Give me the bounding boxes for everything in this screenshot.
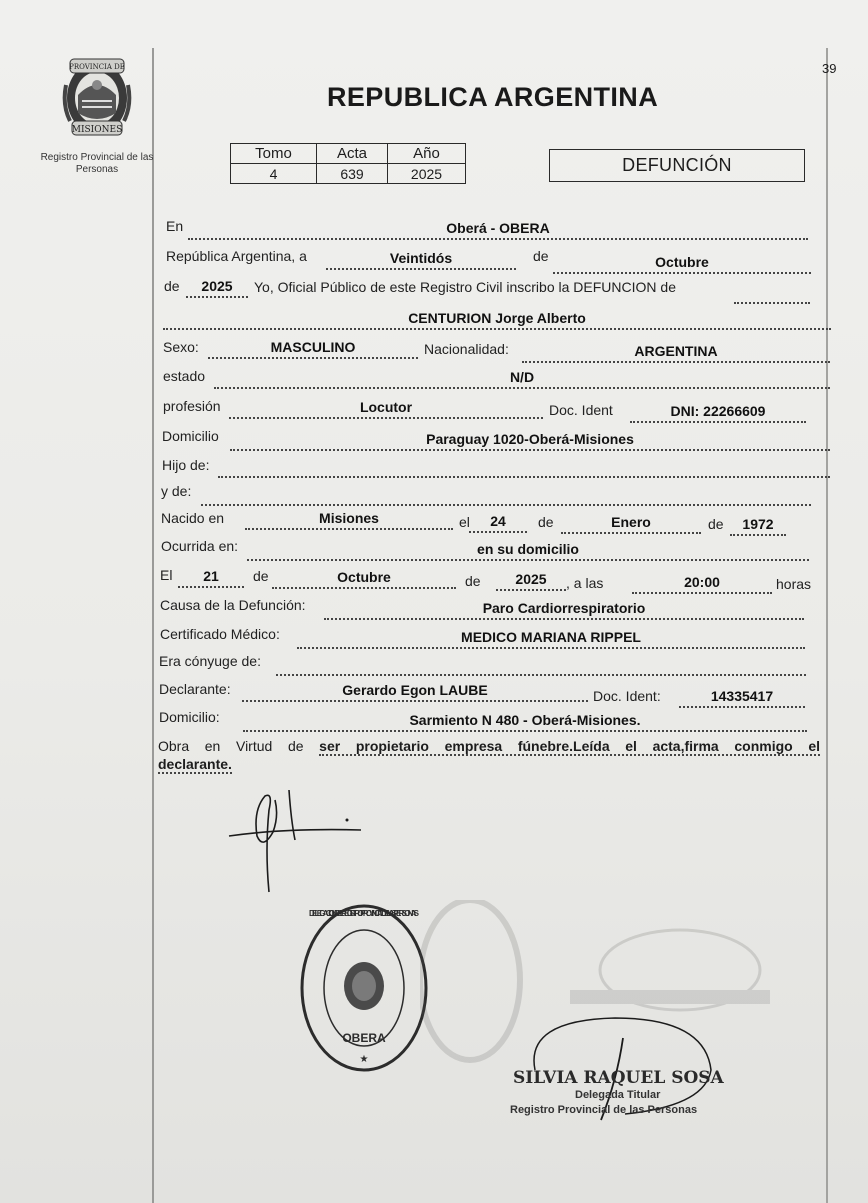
label-el-1: el (459, 514, 470, 530)
acta-reference-table (230, 143, 466, 184)
field-declarante (242, 684, 588, 702)
tomo-value: 4 (231, 164, 317, 184)
field-nac-dia (469, 515, 527, 533)
value-obra-text-2: declarante. (158, 756, 232, 772)
obra-en-virtud-line-2 (158, 756, 232, 772)
value-nac-anio: 1972 (742, 516, 774, 532)
value-mes: Octubre (655, 254, 709, 270)
label-sexo: Sexo: (163, 339, 199, 355)
value-declarante-doc: 14335417 (710, 688, 774, 704)
label-causa: Causa de la Defunción: (160, 597, 306, 613)
value-declarante: Gerardo Egon LAUBE (342, 682, 488, 698)
label-de-1: de (533, 248, 549, 264)
field-nacionalidad (522, 345, 830, 363)
label-de-4: de (708, 516, 724, 532)
label-declarante: Declarante: (159, 681, 231, 697)
field-certificado (297, 631, 805, 649)
document-type-box: DEFUNCIÓN (549, 149, 805, 182)
label-de-2: de (164, 278, 180, 294)
value-nac-dia: 24 (490, 513, 506, 529)
signatory-org: Registro Provincial de las Personas (510, 1104, 698, 1116)
value-causa: Paro Cardiorrespiratorio (482, 600, 646, 616)
label-nacionalidad: Nacionalidad: (424, 341, 509, 357)
field-nac-anio (730, 518, 786, 536)
label-nacido-en: Nacido en (161, 510, 225, 526)
anio-value: 2025 (388, 164, 466, 184)
label-de-3: de (538, 514, 554, 530)
value-dia: Veintidós (389, 250, 453, 266)
delegation-stamp (296, 900, 432, 1076)
label-hijo-de: Hijo de: (162, 457, 210, 473)
label-certificado: Certificado Médico: (160, 626, 280, 642)
label-a-las: , a las (566, 575, 604, 591)
field-def-anio (496, 573, 566, 591)
field-causa (324, 602, 804, 620)
value-declarante-domicilio: Sarmiento N 480 - Oberá-Misiones. (409, 712, 641, 728)
value-nacido-en: Misiones (319, 510, 379, 526)
value-domicilio: Paraguay 1020-Oberá-Misiones (426, 431, 634, 447)
signatory-role: Delegada Titular (575, 1089, 661, 1101)
value-certificado: MEDICO MARIANA RIPPEL (461, 629, 641, 645)
value-profesion: Locutor (359, 399, 413, 415)
value-def-anio: 2025 (515, 571, 547, 587)
acta-value-row (231, 164, 466, 184)
label-inscribo: Yo, Oficial Público de este Registro Civil inscribo la DEFUNCION de (254, 279, 676, 295)
value-lugar: Oberá - OBERA (446, 220, 550, 236)
field-nombre (163, 312, 831, 330)
value-hora: 20:00 (684, 574, 720, 590)
label-obra-en-virtud: Obra en Virtud de (158, 738, 304, 754)
obra-en-virtud-line (158, 738, 820, 754)
value-anio: 2025 (201, 278, 233, 294)
acta-header-row (231, 144, 466, 164)
label-de-5: de (253, 568, 269, 584)
field-anio (186, 280, 248, 298)
field-conyuge (276, 658, 806, 676)
label-estado: estado (163, 368, 206, 384)
field-hora (632, 576, 772, 594)
label-domicilio: Domicilio (162, 428, 219, 444)
tomo-header: Tomo (231, 144, 317, 164)
label-en: En (166, 218, 184, 234)
label-conyuge: Era cónyuge de: (159, 653, 261, 669)
value-nac-mes: Enero (611, 514, 651, 530)
province-coat-of-arms-logo (58, 55, 136, 141)
label-doc-ident: Doc. Ident (549, 402, 613, 418)
label-ocurrida-en: Ocurrida en: (161, 538, 239, 554)
value-doc-ident: DNI: 22266609 (670, 403, 766, 419)
label-republica: República Argentina, a (166, 248, 307, 264)
value-def-mes: Octubre (337, 569, 391, 585)
field-estado (214, 371, 830, 389)
page-title: REPUBLICA ARGENTINA (327, 82, 659, 112)
label-de-6: de (465, 573, 481, 589)
field-doc-ident (630, 405, 806, 423)
svg-text:★: ★ (359, 1054, 369, 1065)
logo-text-top: PROVINCIA DE (69, 63, 125, 71)
value-ocurrida-en: en su domicilio (477, 541, 579, 557)
page-number: 39 (822, 61, 837, 76)
field-inscribo-trail (734, 286, 810, 304)
stamp-bottom-text: OBERA (342, 1031, 386, 1045)
field-declarante-doc (679, 690, 805, 708)
acta-header: Acta (317, 144, 388, 164)
field-declarante-domicilio (243, 714, 807, 732)
label-domicilio-declarante: Domicilio: (159, 709, 220, 725)
field-ocurrida-en (247, 543, 809, 561)
left-margin-line (152, 48, 154, 1203)
field-profesion (229, 401, 543, 419)
field-nac-mes (561, 516, 701, 534)
acta-value: 639 (317, 164, 388, 184)
value-estado: N/D (509, 369, 535, 385)
label-doc-ident-declarante: Doc. Ident: (593, 688, 661, 704)
field-domicilio (230, 433, 830, 451)
field-y-de (201, 488, 811, 506)
field-sexo (208, 341, 418, 359)
declarant-signature (225, 770, 365, 900)
registry-caption: Registro Provincial de las Personas (40, 152, 154, 175)
label-horas: horas (776, 576, 812, 592)
label-y-de: y de: (161, 483, 192, 499)
label-el-2: El (160, 567, 173, 583)
value-nombre: CENTURION Jorge Alberto (408, 310, 586, 326)
value-obra-text-1: ser propietario empresa fúnebre.Leída el acta,firma conmigo el (319, 738, 821, 754)
value-def-dia: 21 (203, 568, 219, 584)
field-nacido-en (245, 512, 453, 530)
stamp-top-text: DELEGACION DEL REGISTRO PROVINCIAL DE LAS PERSONAS (309, 909, 419, 918)
logo-text-bottom: MISIONES (71, 125, 123, 135)
anio-header: Año (388, 144, 466, 164)
field-mes (553, 256, 811, 274)
value-nacionalidad: ARGENTINA (634, 343, 718, 359)
field-hijo-de (218, 460, 830, 478)
label-profesion: profesión (163, 398, 221, 414)
field-lugar (188, 222, 808, 240)
field-def-dia (178, 570, 244, 588)
field-def-mes (272, 571, 456, 589)
signatory-name: SILVIA RAQUEL SOSA (513, 1068, 724, 1088)
value-sexo: MASCULINO (270, 339, 356, 355)
field-dia (326, 252, 516, 270)
